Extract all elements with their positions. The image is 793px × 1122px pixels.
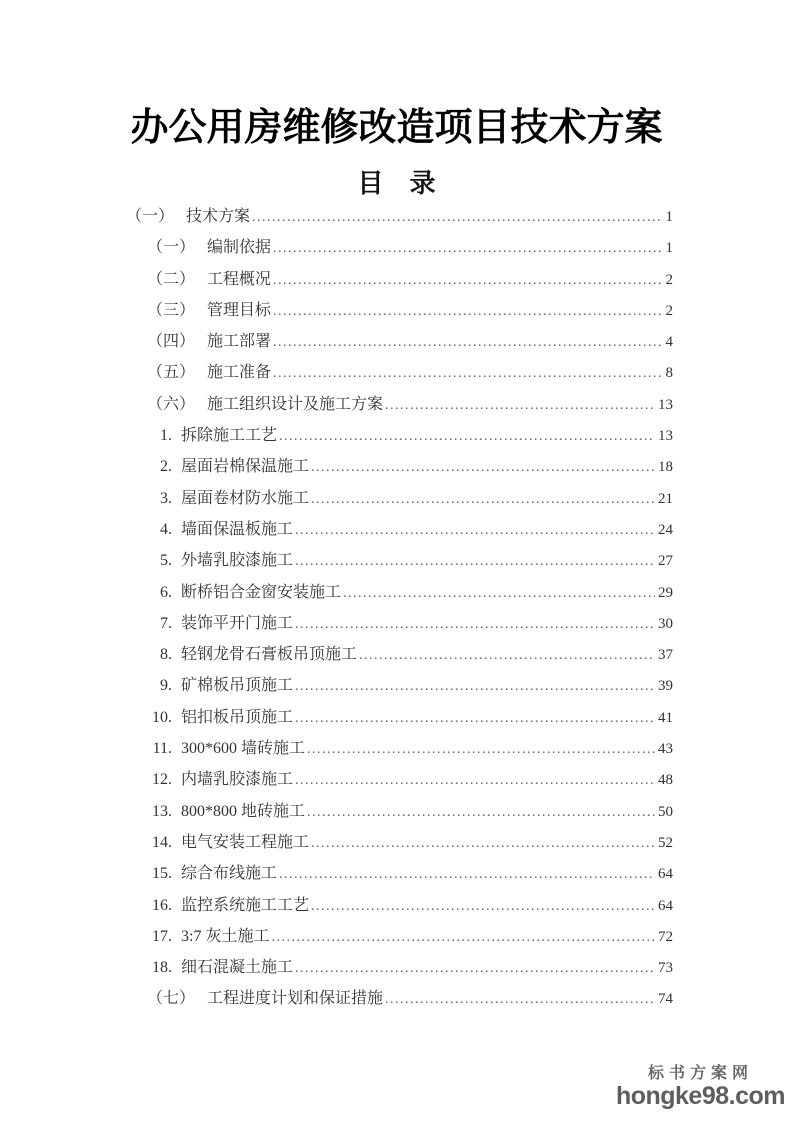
toc-entry[interactable] bbox=[126, 514, 673, 545]
toc-entry-label: 17. bbox=[152, 927, 172, 945]
toc-dot-leader bbox=[279, 421, 655, 452]
toc-entry-label: 2. bbox=[160, 458, 172, 476]
toc-entry-title: 技术方案 bbox=[186, 208, 251, 225]
toc-entry-page-number: 74 bbox=[658, 991, 673, 1008]
toc-entry-page-number: 21 bbox=[658, 490, 673, 507]
toc-entry-label: 1. bbox=[160, 427, 172, 445]
toc-entry-label: 15. bbox=[152, 865, 172, 883]
toc-entry[interactable] bbox=[126, 890, 673, 921]
toc-entry-label: 3. bbox=[160, 489, 172, 507]
toc-entry-title: 矿棉板吊顶施工 bbox=[181, 677, 294, 695]
toc-entry-title: 细石混凝土施工 bbox=[181, 959, 294, 977]
toc-entry-page-number: 4 bbox=[665, 334, 673, 351]
toc-entry[interactable] bbox=[126, 201, 673, 232]
toc-entry-title: 装饰平开门施工 bbox=[181, 614, 294, 632]
toc-entry-label: 5. bbox=[160, 552, 172, 570]
toc-entry-label: （一） bbox=[147, 239, 196, 257]
toc-entry-title: 工程进度计划和保证措施 bbox=[207, 990, 384, 1008]
toc-entry-title: 铝扣板吊顶施工 bbox=[181, 708, 294, 726]
toc-entry[interactable] bbox=[126, 702, 673, 733]
toc-entry-page-number: 50 bbox=[658, 803, 673, 820]
toc-entry[interactable] bbox=[126, 921, 673, 952]
toc-dot-leader bbox=[273, 265, 662, 296]
toc-entry-label: 9. bbox=[160, 677, 172, 695]
toc-dot-leader bbox=[252, 202, 662, 233]
toc-entry-label: 7. bbox=[160, 614, 172, 632]
toc-entry-page-number: 52 bbox=[658, 834, 673, 851]
toc-entry-title: 管理目标 bbox=[207, 301, 272, 319]
toc-heading: 目 录 bbox=[357, 169, 436, 198]
toc-dot-leader bbox=[295, 671, 655, 702]
toc-entry-page-number: 30 bbox=[658, 615, 673, 632]
toc-entry-title: 电气安装工程施工 bbox=[181, 833, 310, 851]
toc-dot-leader bbox=[311, 484, 655, 515]
toc-entry[interactable] bbox=[126, 827, 673, 858]
toc-entry-page-number: 73 bbox=[658, 960, 673, 977]
toc-dot-leader bbox=[385, 390, 655, 421]
toc-dot-leader bbox=[359, 640, 655, 671]
toc-dot-leader bbox=[279, 859, 655, 890]
toc-entry-page-number: 18 bbox=[658, 459, 673, 476]
toc-entry-page-number: 2 bbox=[665, 271, 673, 288]
toc-entry-label: （六） bbox=[147, 395, 196, 413]
toc-entry-label: （四） bbox=[147, 333, 196, 351]
toc-dot-leader bbox=[295, 765, 655, 796]
watermark-site-name: 标书方案网 bbox=[647, 1064, 753, 1082]
toc-entry-page-number: 37 bbox=[658, 647, 673, 664]
toc-entry[interactable] bbox=[126, 483, 673, 514]
toc-entry-label: （一） bbox=[126, 208, 175, 225]
toc-entry-title: 屋面卷材防水施工 bbox=[181, 489, 310, 507]
toc-entry-label: （五） bbox=[147, 364, 196, 382]
toc-entry-page-number: 41 bbox=[658, 709, 673, 726]
toc-entry-label: 10. bbox=[152, 708, 172, 726]
toc-entry-page-number: 29 bbox=[658, 584, 673, 601]
toc-entry[interactable] bbox=[126, 357, 673, 388]
toc-entry[interactable] bbox=[126, 264, 673, 295]
toc-dot-leader bbox=[295, 609, 655, 640]
toc-entry[interactable] bbox=[126, 420, 673, 451]
toc-entry-page-number: 8 bbox=[665, 365, 673, 382]
toc-entry-label: 16. bbox=[152, 896, 172, 914]
toc-dot-leader bbox=[295, 515, 655, 546]
toc-entry-page-number: 1 bbox=[665, 209, 673, 225]
toc-dot-leader bbox=[311, 452, 655, 483]
toc-entry[interactable] bbox=[126, 983, 673, 1014]
toc-entry[interactable] bbox=[126, 858, 673, 889]
toc-entry-title: 3:7 灰土施工 bbox=[181, 927, 270, 945]
toc-dot-leader bbox=[343, 578, 655, 609]
toc-entry[interactable] bbox=[126, 608, 673, 639]
toc-entry-title: 监控系统施工工艺 bbox=[181, 896, 310, 914]
toc-dot-leader bbox=[295, 703, 655, 734]
toc-entry-label: 6. bbox=[160, 583, 172, 601]
toc-entry-page-number: 1 bbox=[665, 240, 673, 257]
toc-entry[interactable] bbox=[126, 952, 673, 983]
toc-list bbox=[126, 201, 673, 1015]
toc-entry-page-number: 43 bbox=[658, 741, 673, 758]
toc-entry[interactable] bbox=[126, 733, 673, 764]
toc-entry-page-number: 27 bbox=[658, 553, 673, 570]
toc-dot-leader bbox=[273, 233, 662, 264]
toc-entry-label: 12. bbox=[152, 771, 172, 789]
toc-entry-page-number: 13 bbox=[658, 428, 673, 445]
toc-dot-leader bbox=[307, 797, 655, 828]
toc-dot-leader bbox=[295, 546, 655, 577]
toc-entry-title: 施工组织设计及施工方案 bbox=[207, 395, 384, 413]
toc-entry[interactable] bbox=[126, 577, 673, 608]
toc-entry-label: （二） bbox=[147, 270, 196, 288]
toc-dot-leader bbox=[271, 922, 655, 953]
toc-entry-label: （七） bbox=[147, 990, 196, 1008]
toc-entry-label: （三） bbox=[147, 301, 196, 319]
toc-dot-leader bbox=[273, 358, 662, 389]
toc-entry-title: 施工准备 bbox=[207, 364, 272, 382]
toc-entry-title: 综合布线施工 bbox=[181, 865, 278, 883]
toc-entry-page-number: 64 bbox=[658, 897, 673, 914]
toc-entry[interactable] bbox=[126, 232, 673, 263]
toc-entry[interactable] bbox=[126, 545, 673, 576]
toc-entry-label: 4. bbox=[160, 520, 172, 538]
toc-entry-title: 工程概况 bbox=[207, 270, 272, 288]
toc-entry-label: 14. bbox=[152, 833, 172, 851]
toc-entry[interactable] bbox=[126, 670, 673, 701]
toc-dot-leader bbox=[385, 984, 655, 1015]
watermark bbox=[616, 1065, 785, 1110]
document-title: 办公用房维修改造项目技术方案 bbox=[130, 107, 663, 149]
toc-entry-page-number: 24 bbox=[658, 521, 673, 538]
toc-entry-label: 18. bbox=[152, 959, 172, 977]
toc-entry-title: 施工部署 bbox=[207, 333, 272, 351]
toc-entry[interactable] bbox=[126, 295, 673, 326]
toc-entry[interactable] bbox=[126, 389, 673, 420]
toc-entry-title: 墙面保温板施工 bbox=[181, 520, 294, 538]
toc-dot-leader bbox=[307, 734, 655, 765]
toc-dot-leader bbox=[273, 327, 662, 358]
toc-entry-title: 轻钢龙骨石膏板吊顶施工 bbox=[181, 646, 358, 664]
toc-entry[interactable] bbox=[126, 639, 673, 670]
toc-entry-label: 8. bbox=[160, 646, 172, 664]
toc-dot-leader bbox=[295, 953, 655, 984]
toc-entry-title: 拆除施工工艺 bbox=[181, 427, 278, 445]
toc-entry-title: 800*800 地砖施工 bbox=[181, 802, 306, 820]
toc-entry-page-number: 2 bbox=[665, 302, 673, 319]
toc-dot-leader bbox=[311, 891, 655, 922]
toc-entry-title: 内墙乳胶漆施工 bbox=[181, 771, 294, 789]
toc-entry[interactable] bbox=[126, 796, 673, 827]
toc-entry[interactable] bbox=[126, 326, 673, 357]
toc-dot-leader bbox=[311, 828, 655, 859]
toc-entry-title: 外墙乳胶漆施工 bbox=[181, 552, 294, 570]
toc-entry[interactable] bbox=[126, 451, 673, 482]
toc-entry-title: 断桥铝合金窗安装施工 bbox=[181, 583, 342, 601]
toc-entry-page-number: 48 bbox=[658, 772, 673, 789]
toc-entry-page-number: 39 bbox=[658, 678, 673, 695]
watermark-site-url: hongke98.com bbox=[615, 1081, 785, 1110]
toc-entry-page-number: 72 bbox=[658, 928, 673, 945]
toc-entry-label: 11. bbox=[152, 740, 172, 758]
toc-entry-title: 编制依据 bbox=[207, 239, 272, 257]
toc-entry[interactable] bbox=[126, 764, 673, 795]
toc-entry-title: 300*600 墙砖施工 bbox=[181, 740, 306, 758]
toc-entry-title: 屋面岩棉保温施工 bbox=[181, 458, 310, 476]
toc-dot-leader bbox=[273, 296, 662, 327]
toc-entry-label: 13. bbox=[152, 802, 172, 820]
toc-entry-page-number: 64 bbox=[658, 866, 673, 883]
toc-entry-page-number: 13 bbox=[658, 396, 673, 413]
